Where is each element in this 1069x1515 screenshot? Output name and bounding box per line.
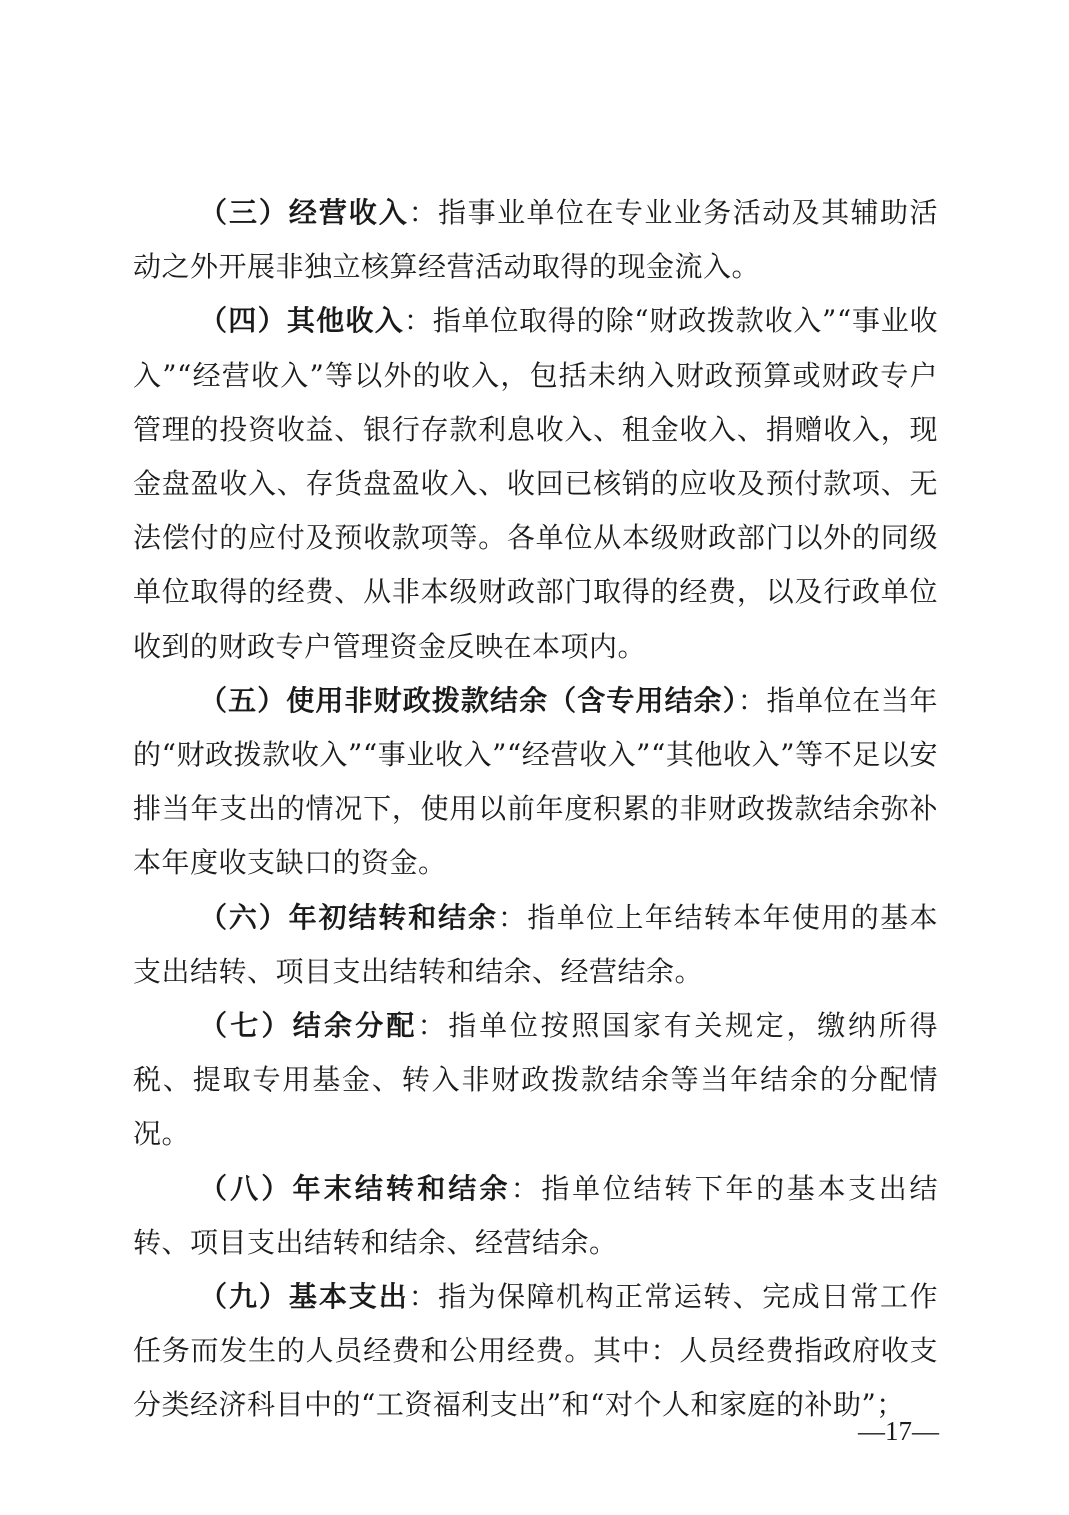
page-number: —17— — [858, 1416, 939, 1446]
paragraph-text: ：指单位上年结转本年使用的基本支出结转、项目支出结转和结余、经营结余。 — [133, 900, 938, 988]
term-heading: （七）结余分配 — [199, 1009, 418, 1043]
term-heading: （八）年末结转和结余 — [199, 1171, 511, 1205]
paragraph-text: ：指单位按照国家有关规定，缴纳所得税、提取专用基金、转入非财政拨款结余等当年结余的分配情况。 — [133, 1009, 938, 1151]
paragraph-opening-balance — [133, 891, 938, 999]
paragraph-closing-balance — [133, 1162, 938, 1270]
paragraph-text: ：指为保障机构正常运转、完成日常工作任务而发生的人员经费和公用经费。其中：人员经费指政府收支分类经济科目中的“工资福利支出”和“对个人和家庭的补助”； — [133, 1280, 938, 1422]
paragraph-text: ：指单位在当年的“财政拨款收入”“事业收入”“经营收入”“其他收入”等不足以安排当年支出的情况下，使用以前年度积累的非财政拨款结余弥补本年度收支缺口的资金。 — [133, 683, 938, 880]
paragraph-text: ：指事业单位在专业业务活动及其辅助活动之外开展非独立核算经营活动取得的现金流入。 — [133, 196, 938, 284]
paragraph-operating-income — [133, 186, 938, 294]
paragraph-balance-distribution — [133, 999, 938, 1162]
paragraph-text: ：指单位结转下年的基本支出结转、项目支出结转和结余、经营结余。 — [133, 1171, 938, 1259]
paragraph-other-income — [133, 294, 938, 673]
term-heading: （五）使用非财政拨款结余（含专用结余） — [199, 683, 738, 717]
term-heading: （六）年初结转和结余 — [199, 900, 498, 934]
term-heading: （九）基本支出 — [199, 1280, 409, 1314]
document-body — [133, 186, 938, 1433]
term-heading: （四）其他收入 — [199, 304, 404, 338]
paragraph-use-of-balance — [133, 674, 938, 891]
paragraph-basic-expenditure — [133, 1270, 938, 1433]
term-heading: （三）经营收入 — [199, 196, 409, 229]
paragraph-text: ：指单位取得的除“财政拨款收入”“事业收入”“经营收入”等以外的收入，包括未纳入财政预算或财政专户管理的投资收益、银行存款利息收入、租金收入、捐赠收入，现金盘盈收入、存货盘盈收入、收回已核销的应收及预付款项、无法偿付的应付及预收款项等。各单位从本级财政部门以外的同级单位取得的经费、从非本级财政部门取得的经费，以及行政单位收到的财政专户管理资金反映在本项内。 — [133, 304, 938, 663]
